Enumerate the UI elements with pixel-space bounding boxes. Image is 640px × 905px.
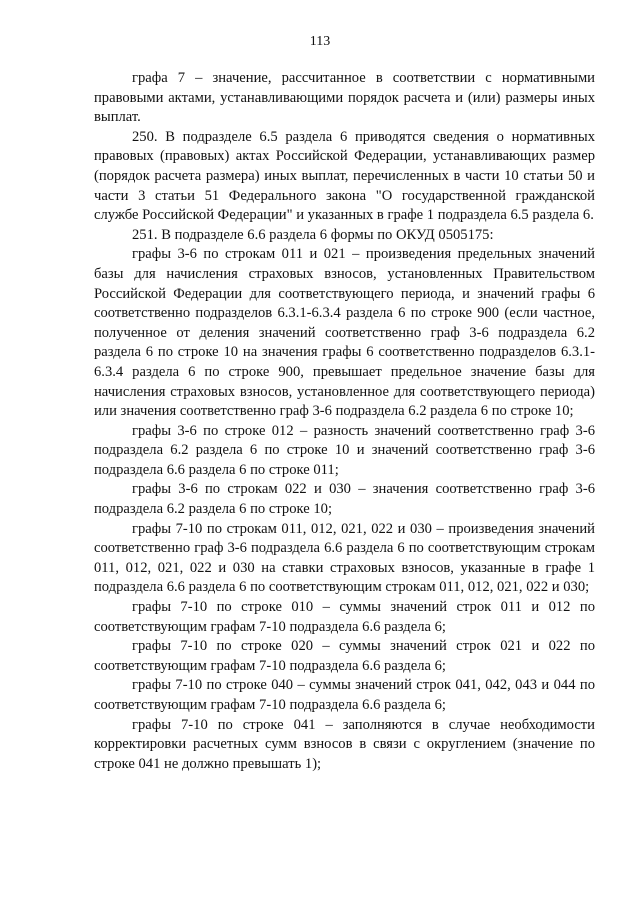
paragraph-item-251: 251. В подразделе 6.6 раздела 6 формы по ОКУД 0505175: — [132, 226, 494, 243]
paragraph-columns-3-6-rows-022-030: графы 3-6 по строкам 022 и 030 – значения соответственно граф 3-6 подраздела 6.2 раздела 6 по строке 10; — [94, 481, 595, 518]
paragraph-columns-7-10-row-040: графы 7-10 по строке 040 – суммы значений строк 041, 042, 043 и 044 по соответствующим графам 7-10 подраздела 6.6 раздела 6; — [94, 677, 595, 713]
document-body — [94, 69, 595, 774]
paragraph-columns-3-6-row-012: графы 3-6 по строке 012 – разность значений соответственно граф 3-6 подраздела 6.2 раздела 6 по строке 10 и значений соответственно граф 3-6 подраздела 6.6 раздела 6 по строке 011; — [94, 422, 595, 478]
paragraph-item-250: 250. В подразделе 6.5 раздела 6 приводятся сведения о нормативных правовых (правовых) актах Российской Федерации, устанавливающих размер (порядок расчета размера) иных выплат, перечисленных в части 10 статьи 50 и части 3 статьи 51 Федерального закона "О государственной гражданской службе Российской Федерации" и указанных в графе 1 подраздела 6.5 раздела 6. — [94, 128, 595, 224]
paragraph-columns-7-10-row-010: графы 7-10 по строке 010 – суммы значений строк 011 и 012 по соответствующим графам 7-10 подраздела 6.6 раздела 6; — [94, 599, 595, 635]
paragraph-columns-7-10-row-020: графы 7-10 по строке 020 – суммы значений строк 021 и 022 по соответствующим графам 7-10 подраздела 6.6 раздела 6; — [94, 638, 595, 674]
paragraph-columns-7-10-rows-011-030: графы 7-10 по строкам 011, 012, 021, 022 и 030 – произведения значений соответственно граф 3-6 подраздела 6.6 раздела 6 по соответствующим строкам 011, 012, 021, 022 и 030 на ставки страховых взносов, указанные в графе 1 подраздела 6.6 раздела 6 по соответствующим строкам 011, 012, 021, 022 и 030; — [94, 520, 595, 596]
paragraph-columns-7-10-row-041: графы 7-10 по строке 041 – заполняются в случае необходимости корректировки расчетных сумм взносов в связи с округлением (значение по строке 041 не должно превышать 1); — [94, 716, 595, 772]
paragraph-graph-7-definition: графа 7 – значение, рассчитанное в соответствии с нормативными правовыми актами, устанавливающими порядок расчета и (или) размеры иных выплат. — [94, 70, 595, 126]
page-number: 113 — [309, 34, 331, 49]
paragraph-columns-3-6-rows-011-021: графы 3-6 по строкам 011 и 021 – произведения предельных значений базы для начисления страховых взносов, установленных Правительством Российской Федерации для соответствующего периода, и значений графы 6 соответственно подразделов 6.3.1-6.3.4 раздела 6 по строке 900 (если частное, полученное от деления значений соответственно граф 3-6 подраздела 6.2 раздела 6 по строке 10 на значения графы 6 соответственно подразделов 6.3.1-6.3.4 раздела 6 по строке 900, превышает предельное значение базы для начисления страховых взносов, установленное для соответствующего периода) или значения соответственно граф 3-6 подраздела 6.2 раздела 6 по строке 10; — [94, 246, 595, 420]
